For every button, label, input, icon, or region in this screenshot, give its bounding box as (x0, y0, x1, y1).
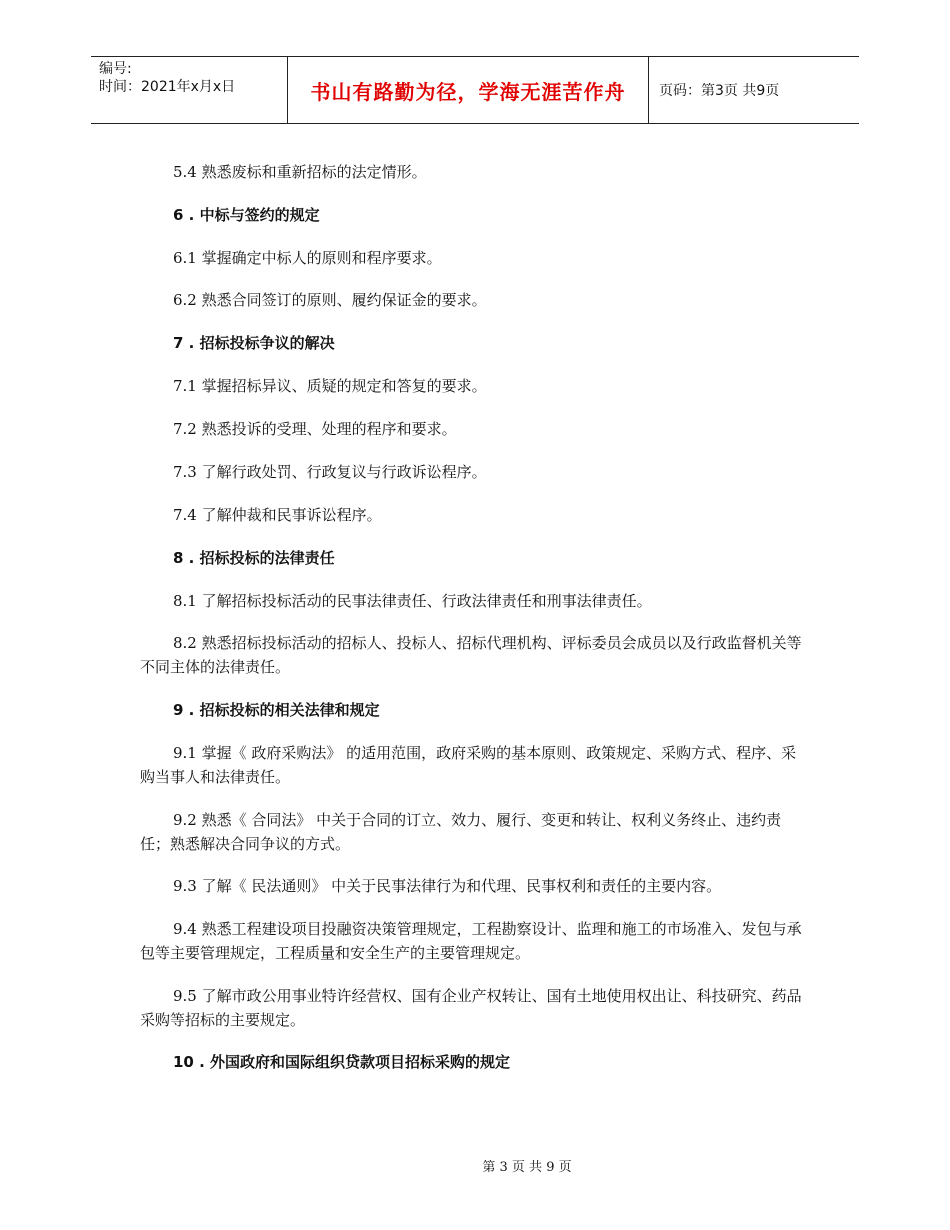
list-item: 9.3 了解《 民法通则》 中关于民事法律行为和代理、民事权利和责任的主要内容。 (173, 877, 722, 895)
header-page-info: 页码：第3页 共9页 (659, 83, 780, 99)
header-motto: 书山有路勤为径，学海无涯苦作舟 (310, 79, 626, 104)
document-time: 时间：2021年x月x日 (99, 79, 236, 95)
list-item: 9.5 了解市政公用事业特许经营权、国有企业产权转让、国有土地使用权出让、科技研究、药品采购等招标的主要规定。 (140, 987, 802, 1029)
footer-page-number: 第 3 页 共 9 页 (482, 1160, 572, 1175)
list-item: 7.1 掌握招标异议、质疑的规定和答复的要求。 (173, 377, 487, 395)
section-heading: 10 . 外国政府和国际组织贷款项目招标采购的规定 (173, 1053, 511, 1071)
document-number-label: 编号: (99, 61, 132, 77)
list-item: 9.4 熟悉工程建设项目投融资决策管理规定，工程勘察设计、监理和施工的市场准入、发包与承包等主要管理规定，工程质量和安全生产的主要管理规定。 (140, 920, 802, 962)
list-item: 7.3 了解行政处罚、行政复议与行政诉讼程序。 (173, 463, 487, 481)
list-item: 8.2 熟悉招标投标活动的招标人、投标人、招标代理机构、评标委员会成员以及行政监督机关等不同主体的法律责任。 (140, 634, 802, 676)
list-item: 5.4 熟悉废标和重新招标的法定情形。 (173, 163, 427, 181)
list-item: 9.1 掌握《 政府采购法》 的适用范围，政府采购的基本原则、政策规定、采购方式、程序、采购当事人和法律责任。 (140, 744, 797, 786)
list-item: 6.2 熟悉合同签订的原则、履约保证金的要求。 (173, 291, 487, 309)
list-item: 6.1 掌握确定中标人的原则和程序要求。 (173, 249, 442, 267)
section-heading: 6 . 中标与签约的规定 (173, 206, 320, 224)
list-item: 7.4 了解仲裁和民事诉讼程序。 (173, 506, 382, 524)
page-header (91, 56, 859, 124)
header-page-info-cell (649, 57, 859, 123)
list-item: 7.2 熟悉投诉的受理、处理的程序和要求。 (173, 420, 457, 438)
header-meta (91, 57, 287, 123)
section-heading: 7 . 招标投标争议的解决 (173, 334, 335, 352)
list-item: 9.2 熟悉《 合同法》 中关于合同的订立、效力、履行、变更和转让、权利义务终止、违约责任；熟悉解决合同争议的方式。 (140, 811, 782, 853)
list-item: 8.1 了解招标投标活动的民事法律责任、行政法律责任和刑事法律责任。 (173, 592, 652, 610)
section-heading: 8 . 招标投标的法律责任 (173, 549, 335, 567)
section-heading: 9 . 招标投标的相关法律和规定 (173, 701, 380, 719)
header-motto-cell (287, 57, 649, 123)
page-footer (0, 1156, 950, 1175)
